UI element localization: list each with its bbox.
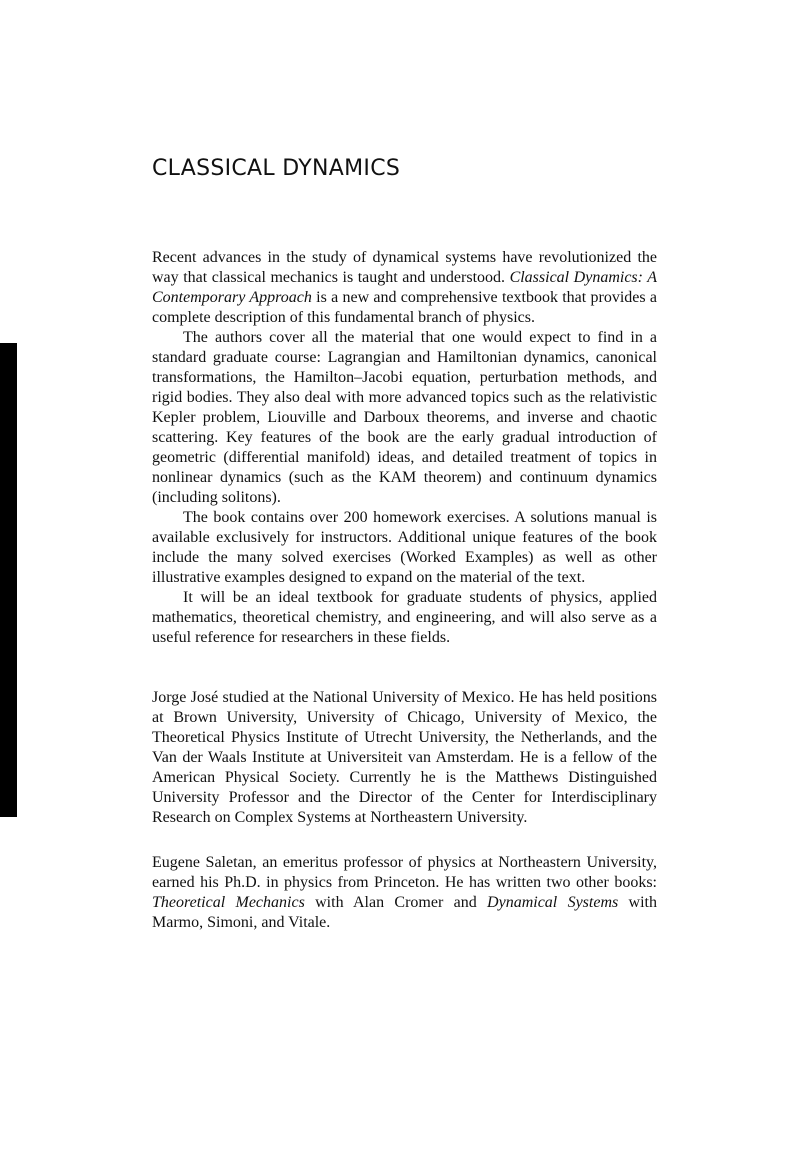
margin-marker-bar <box>0 343 17 817</box>
bio-jose-text: Jorge José studied at the National University of Mexico. He has held positions at Brown University, University of Chicago, University of Mexico, the Theoretical Physics Institute of Utrecht University, the Netherlands, and the Van der Waals Institute at Universiteit van Amsterdam. He is a fellow of the American Physical Society. Currently he is the Matthews Distinguished University Professor and the Director of the Center for Interdisciplinary Research on Complex Systems at Northeastern University. <box>152 689 657 826</box>
bio-saletan-text: Eugene Saletan, an emeritus professor of physics at Northeastern University, earned his Ph.D. in physics from Princeton. He has written two other books: Theoretical Mechanics with Alan Cromer and Dynamical Systems with Marmo, Simoni, and Vitale. <box>152 854 657 931</box>
author-bio-jose <box>152 688 657 828</box>
description-paragraph-1: Recent advances in the study of dynamical systems have revolutionized the way that classical mechanics is taught and understood. Classical Dynamics: A Contemporary Approach is a new and comprehensive textbook that provides a complete description of this fundamental branch of physics. <box>152 249 658 326</box>
book-title-dynamical-systems: Dynamical Systems <box>487 894 619 911</box>
book-title-theoretical-mechanics: Theoretical Mechanics <box>152 894 305 911</box>
description-paragraph-2: The authors cover all the material that one would expect to find in a standard graduate course: Lagrangian and Hamiltonian dynamics, canonical transformations, the Hamilton–Jacobi equation, perturbation methods, and rigid bodies. They also deal with more advanced topics such as the relativistic Kepler problem, Liouville and Darboux theorems, and inverse and chaotic scattering. Key features of the book are the early gradual introduction of geometric (differential manifold) ideas, and detailed treatment of topics in nonlinear dynamics (such as the KAM theorem) and continuum dynamics (including solitons). <box>152 329 657 506</box>
description-paragraph-3: The book contains over 200 homework exercises. A solutions manual is available exclusively for instructors. Additional unique features of the book include the many solved exercises (Worked Examples) as well as other illustrative examples designed to expand on the material of the text. <box>152 509 657 586</box>
book-title: CLASSICAL DYNAMICS <box>152 156 401 181</box>
book-description <box>152 248 657 648</box>
description-paragraph-4: It will be an ideal textbook for graduate students of physics, applied mathematics, theoretical chemistry, and engineering, and will also serve as a useful reference for researchers in these fields. <box>152 589 657 646</box>
book-title-italic: Classical Dynamics: A Contemporary Approach <box>152 269 658 306</box>
author-bio-saletan <box>152 853 657 933</box>
